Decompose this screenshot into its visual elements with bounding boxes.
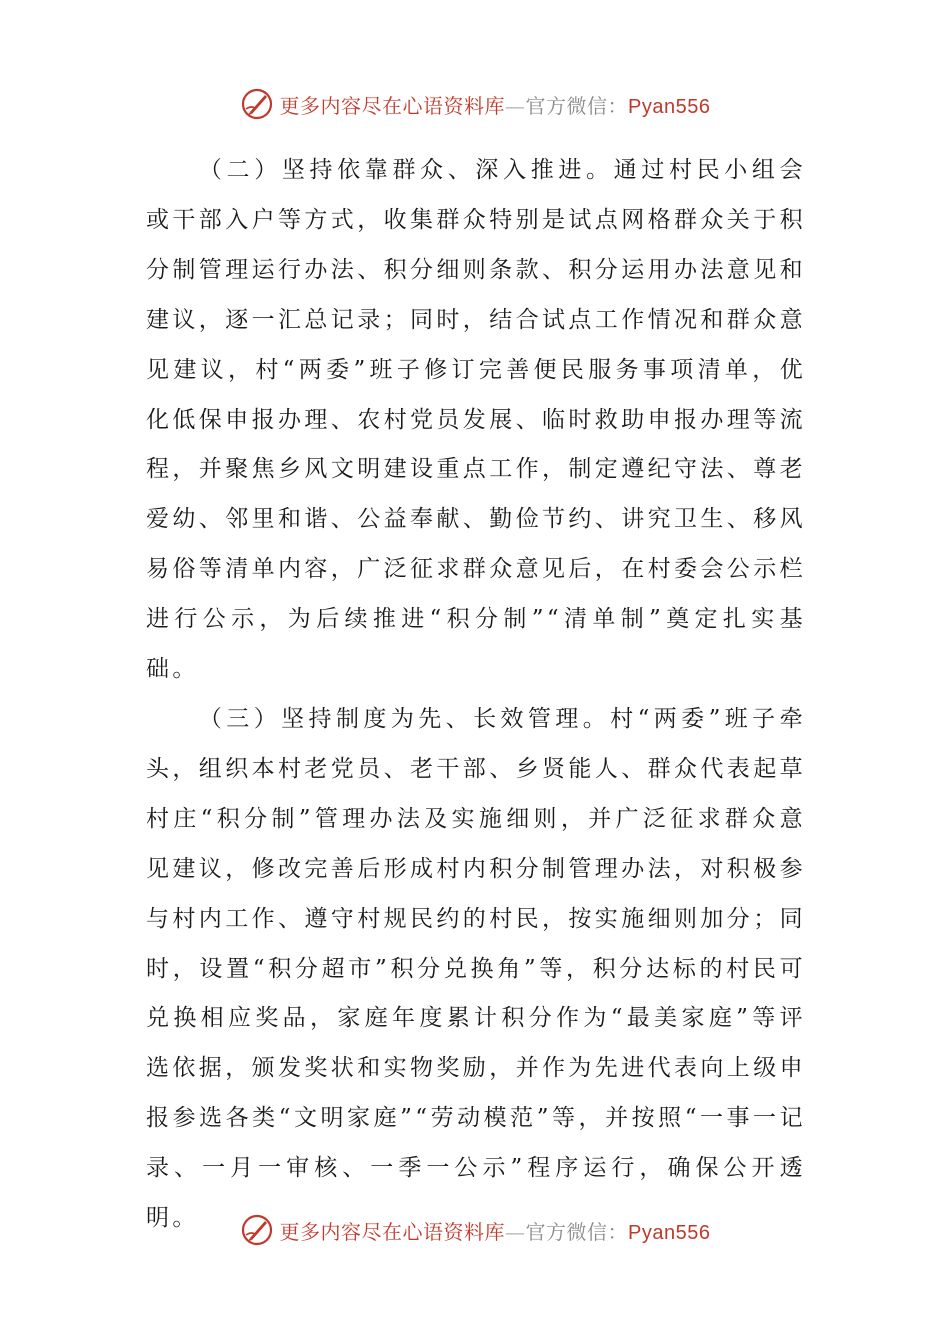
banner-site-name: 更多内容尽在心语资料库 — [279, 1219, 506, 1244]
paragraph-2: （二）坚持依靠群众、深入推进。通过村民小组会或干部入户等方式，收集群众特别是试点网格群众关于积分制管理运行办法、积分细则条款、积分运用办法意见和建议，逐一汇总记录；同时，结合试点工作情况和群众意见建议，村“两委”班子修订完善便民服务事项清单，优化低保申报办理、农村党员发展、临时救助申报办理等流程，并聚焦乡风文明建设重点工作，制定遵纪守法、尊老爱幼、邻里和谐、公益奉献、勤俭节约、讲究卫生、移风易俗等清单内容，广泛征求群众意见后，在村委会公示栏进行公示，为后续推进“积分制”“清单制”奠定扎实基础。 — [146, 157, 806, 683]
banner-dash: — — [505, 1219, 526, 1244]
footer-banner — [0, 1210, 950, 1250]
document-body — [146, 146, 806, 1244]
banner-wechat-label: 官方微信： — [525, 93, 629, 118]
banner-site-name: 更多内容尽在心语资料库 — [279, 93, 506, 118]
pen-logo-icon — [240, 87, 274, 121]
banner-wechat-label: 官方微信： — [525, 1219, 629, 1244]
banner-text — [280, 1216, 711, 1245]
banner-dash: — — [505, 93, 526, 118]
pen-logo-icon — [240, 1213, 274, 1247]
banner-text — [280, 90, 711, 119]
banner-wechat-id: Pyan556 — [628, 1221, 711, 1244]
header-banner — [0, 84, 950, 124]
banner-wechat-id: Pyan556 — [628, 95, 711, 118]
paragraph-3: （三）坚持制度为先、长效管理。村“两委”班子牵头，组织本村老党员、老干部、乡贤能人、群众代表起草村庄“积分制”管理办法及实施细则，并广泛征求群众意见建议，修改完善后形成村内积分制管理办法，对积极参与村内工作、遵守村规民约的村民，按实施细则加分；同时，设置“积分超市”积分兑换角”等，积分达标的村民可兑换相应奖品，家庭年度累计积分作为“最美家庭”等评选依据，颁发奖状和实物奖励，并作为先进代表向上级申报参选各类“文明家庭”“劳动模范”等，并按照“一事一记录、一月一审核、一季一公示”程序运行，确保公开透明。 — [146, 705, 806, 1232]
